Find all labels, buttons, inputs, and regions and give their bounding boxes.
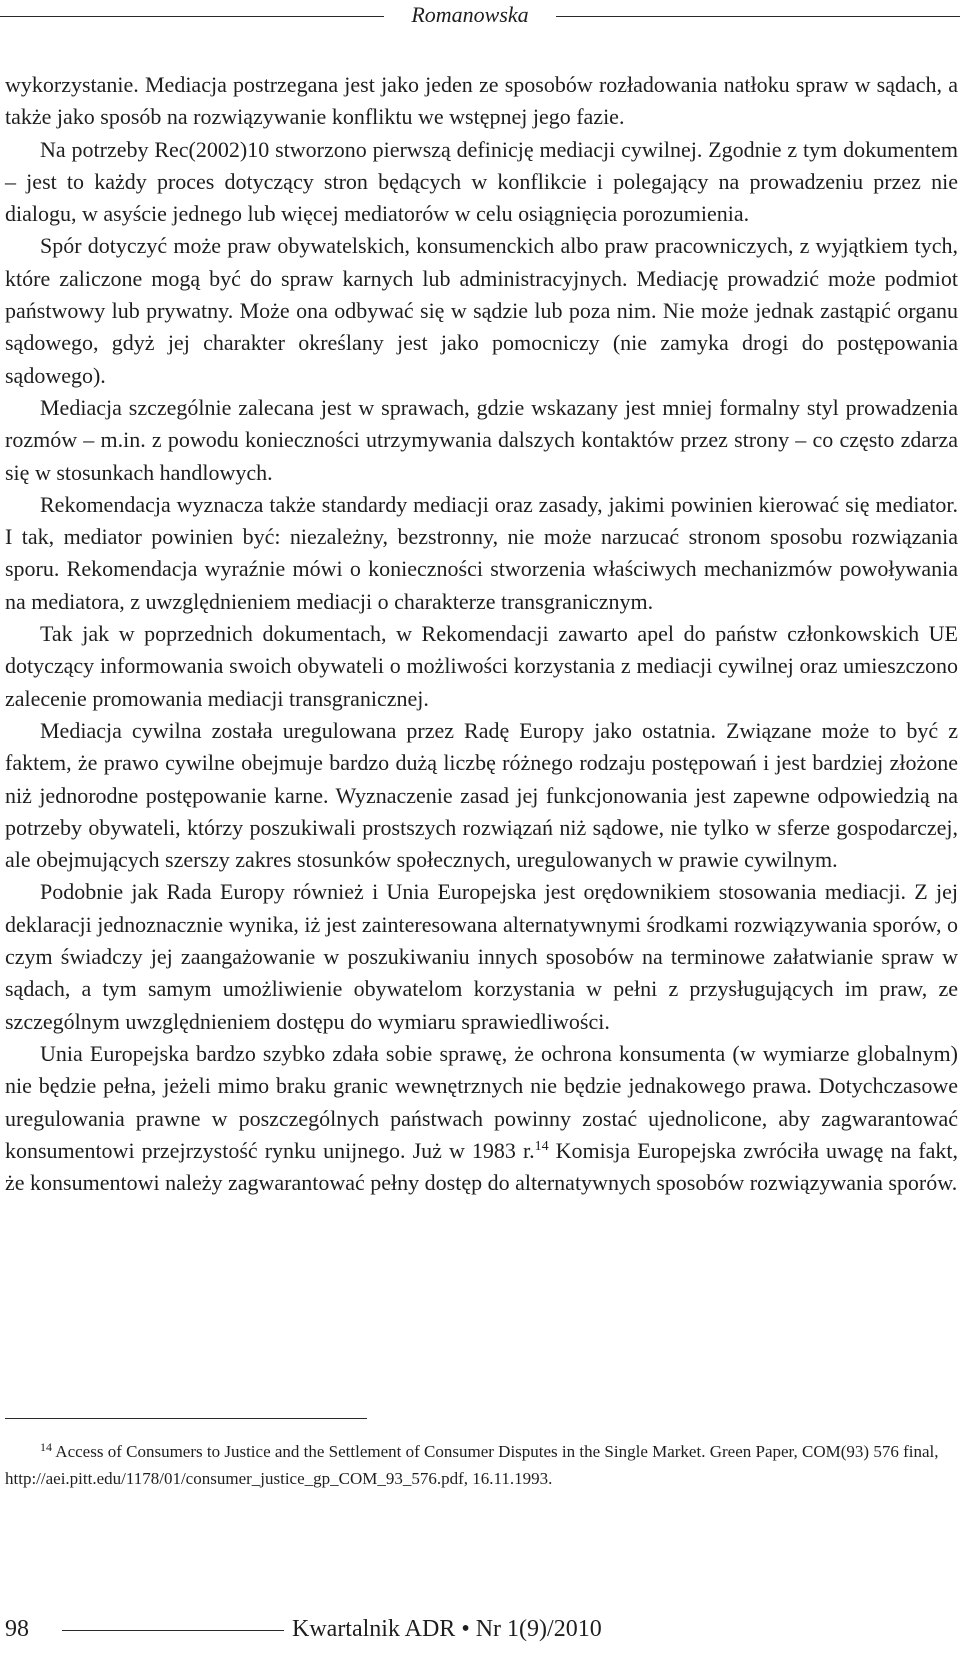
paragraph-1: wykorzystanie. Mediacja postrzegana jest jako jeden ze sposobów rozładowania natłoku spraw w sądach, a także jako sposób na rozwiązywanie konfliktu we wstępnej jego fazie. (5, 72, 958, 130)
footnote-14 (5, 1438, 958, 1492)
footnote-text: Access of Consumers to Justice and the Settlement of Consumer Disputes in the Single Market. Green Paper, COM(93) 576 final, http://aei.pitt.edu/1178/01/consumer_justice_gp_COM_93_576.pdf, 16.11.1993. (5, 1442, 939, 1488)
body-text (5, 69, 958, 1199)
journal-title: Kwartalnik ADR • Nr 1(9)/2010 (292, 1616, 602, 1642)
header-rule-right (556, 16, 960, 17)
paragraph-7: Mediacja cywilna została uregulowana przez Radę Europy jako ostatnia. Związane może to być z faktem, że prawo cywilne obejmuje bardzo dużą liczbę różnego rodzaju postępowań i jest bardziej złożone niż jednorodne postępowanie karne. Wyznaczenie zasad jej funkcjonowania jest zapewne odpowiedzią na potrzeby obywateli, którzy poszukiwali prostszych rozwiązań niż sądowe, nie tylko w sferze gospodarczej, ale obejmujących szerszy zakres stosunków społecznych, uregulowanych w prawie cywilnym. (5, 717, 958, 873)
running-header-author: Romanowska (411, 2, 529, 27)
footer-rule (62, 1630, 284, 1631)
footnote-number: 14 (40, 1440, 52, 1454)
paragraph-2: Na potrzeby Rec(2002)10 stworzono pierwszą definicję mediacji cywilnej. Zgodnie z tym dokumentem – jest to każdy proces dotyczący stron będących w konflikcie i polegający na prowadzeniu przez nie dialogu, w asyście jednego lub więcej mediatorów w celu osiągnięcia porozumienia. (5, 136, 958, 227)
footnote-reference-14[interactable]: 14 (534, 1138, 549, 1154)
paragraph-8: Podobnie jak Rada Europy również i Unia Europejska jest orędownikiem stosowania mediacji. Z jej deklaracji jednoznacznie wynika, iż jest zainteresowana alternatywnymi środkami rozwiązywania sporów, o czym świadczy jej zaangażowanie w poszukiwaniu innych sposobów na terminowe załatwianie spraw w sądach, a tym samym umożliwienie obywatelom korzystania w pełni z przysługujących im praw, ze szczególnym uwzględnieniem dostępu do wymiaru sprawiedliwości. (5, 879, 958, 1034)
paragraph-6: Tak jak w poprzednich dokumentach, w Rekomendacji zawarto apel do państw członkowskich UE dotyczący informowania swoich obywateli o możliwości korzystania z mediacji cywilnej oraz umieszczono zalecenie promowania mediacji transgranicznej. (5, 621, 958, 711)
paragraph-9-text-after: Komisja Europejska zwróciła uwagę na fakt, że konsumentowi należy zagwarantować pełny dostęp do alternatywnych sposobów rozwiązywania sporów. (5, 1137, 958, 1196)
header-rule-left (0, 16, 384, 17)
page-footer (0, 1612, 960, 1652)
paragraph-4: Mediacja szczególnie zalecana jest w sprawach, gdzie wskazany jest mniej formalny styl prowadzenia rozmów – m.in. z powodu konieczności utrzymywania dalszych kontaktów przez strony – co często zdarza się w stosunkach handlowych. (5, 394, 958, 485)
paragraph-3: Spór dotyczyć może praw obywatelskich, konsumenckich albo praw pracowniczych, z wyjątkiem tych, które zaliczone mogą być do spraw karnych lub administracyjnych. Mediację prowadzić może podmiot państwowy lub prywatny. Może ona odbywać się w sądzie lub poza nim. Nie może jednak zastąpić organu sądowego, gdyż jej charakter określany jest jako pomocniczy (nie zamyka drogi do postępowania sądowego). (5, 233, 958, 388)
page-number: 98 (5, 1616, 29, 1642)
paragraph-5: Rekomendacja wyznacza także standardy mediacji oraz zasady, jakimi powinien kierować się mediator. I tak, mediator powinien być: niezależny, bezstronny, nie może narzucać stronom sposobu rozwiązania sporu. Rekomendacja wyraźnie mówi o konieczności stworzenia właściwych mechanizmów powoływania na mediatora, z uwzględnieniem mediacji o charakterze transgranicznym. (5, 491, 958, 614)
running-header (0, 0, 960, 34)
paragraph-9-text-before: Unia Europejska bardzo szybko zdała sobie sprawę, że ochrona konsumenta (w wymiarze globalnym) nie będzie pełna, jeżeli mimo braku granic wewnętrznych nie będzie jednakowego prawa. Dotychczasowe uregulowania prawne w poszczególnych państwach powinny zostać ujednolicone, aby zagwarantować konsumentowi przejrzystość rynku unijnego. Już w 1983 r. (5, 1040, 958, 1163)
footnote-separator (5, 1418, 367, 1419)
paragraph-9 (5, 1038, 958, 1199)
